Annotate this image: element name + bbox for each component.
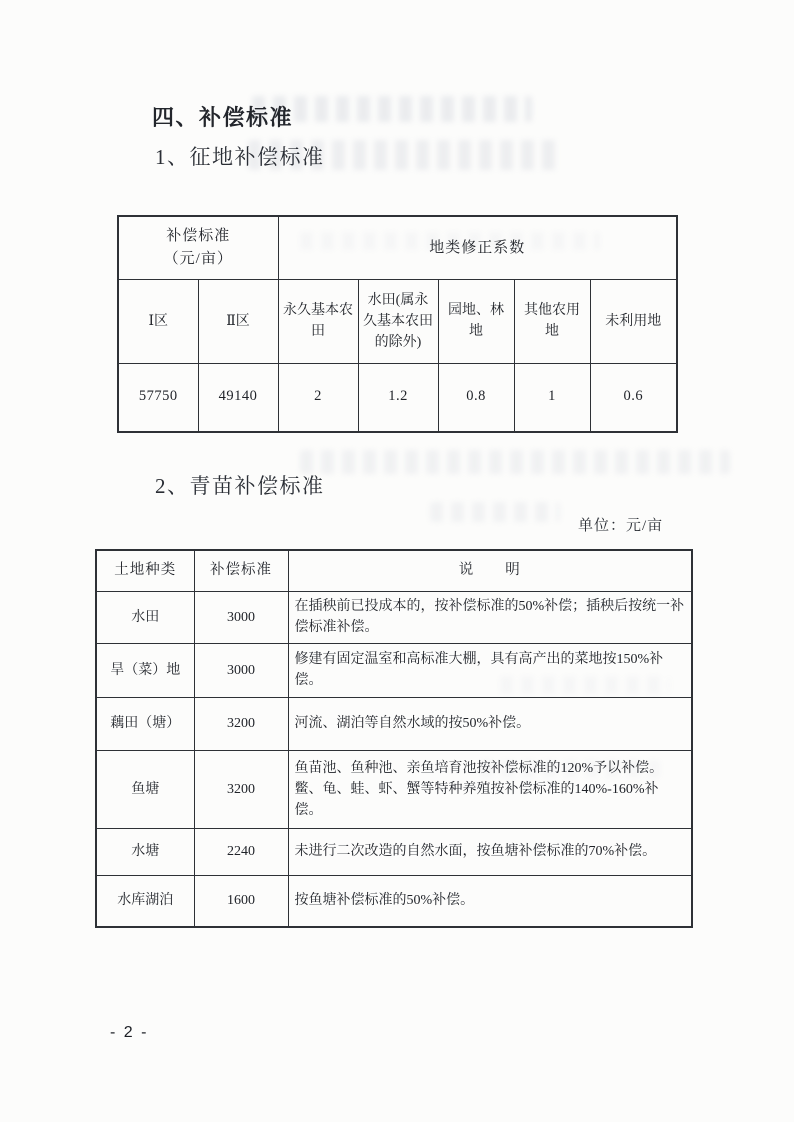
green-crop-table [95, 549, 693, 928]
land-type-cell: 藕田（塘） [96, 697, 194, 750]
coefficient-header: 地类修正系数 [278, 216, 677, 279]
table-row [96, 750, 692, 828]
column-label-garden-forest: 园地、林地 [438, 279, 514, 363]
subsection-2-title: 2、青苗补偿标准 [155, 474, 325, 498]
scan-bleed-artifact [300, 450, 730, 474]
note-cell: 河流、湖泊等自然水域的按50%补偿。 [288, 697, 692, 750]
table-row [96, 697, 692, 750]
standard-cell: 3200 [194, 697, 288, 750]
land-type-cell: 水库湖泊 [96, 875, 194, 927]
land-type-cell: 鱼塘 [96, 750, 194, 828]
note-cell: 在插秧前已投成本的，按补偿标准的50%补偿；插秧后按统一补偿标准补偿。 [288, 591, 692, 643]
note-cell: 未进行二次改造的自然水面，按鱼塘补偿标准的70%补偿。 [288, 828, 692, 875]
column-label-other-agricultural: 其他农用地 [514, 279, 590, 363]
compensation-standard-header [118, 216, 278, 279]
standard-cell: 1600 [194, 875, 288, 927]
column-label-zone1: Ⅰ区 [118, 279, 198, 363]
table-row [96, 591, 692, 643]
value-garden-forest: 0.8 [438, 363, 514, 432]
value-permanent-farmland: 2 [278, 363, 358, 432]
note-cell: 鱼苗池、鱼种池、亲鱼培育池按补偿标准的120%予以补偿。鳖、龟、蛙、虾、蟹等特种养殖按补偿标准的140%-160%补偿。 [288, 750, 692, 828]
table-row [96, 875, 692, 927]
crop-header-note: 说 明 [288, 550, 692, 591]
subsection-1-title: 1、征地补偿标准 [155, 145, 325, 169]
value-unused-land: 0.6 [590, 363, 677, 432]
column-label-paddy-field: 水田(属永久基本农田的除外) [358, 279, 438, 363]
land-acquisition-table [117, 215, 678, 433]
value-paddy-field: 1.2 [358, 363, 438, 432]
compensation-standard-header-line1: 补偿标准 [166, 228, 231, 245]
scan-bleed-artifact [430, 502, 560, 522]
column-label-unused-land: 未利用地 [590, 279, 677, 363]
note-cell: 修建有固定温室和高标准大棚，具有高产出的菜地按150%补偿。 [288, 643, 692, 697]
table-row [96, 828, 692, 875]
column-label-zone2: Ⅱ区 [198, 279, 278, 363]
scan-bleed-artifact [252, 96, 532, 122]
table-row [96, 643, 692, 697]
note-cell: 按鱼塘补偿标准的50%补偿。 [288, 875, 692, 927]
crop-header-land-type: 土地种类 [96, 550, 194, 591]
value-zone2: 49140 [198, 363, 278, 432]
unit-note: 单位：元/亩 [578, 518, 664, 534]
standard-cell: 3000 [194, 591, 288, 643]
land-type-cell: 水田 [96, 591, 194, 643]
column-label-permanent-farmland: 永久基本农田 [278, 279, 358, 363]
standard-cell: 2240 [194, 828, 288, 875]
compensation-standard-header-line2: （元/亩） [163, 250, 233, 267]
land-type-cell: 水塘 [96, 828, 194, 875]
standard-cell: 3000 [194, 643, 288, 697]
crop-header-standard: 补偿标准 [194, 550, 288, 591]
value-zone1: 57750 [118, 363, 198, 432]
page-number: - 2 - [110, 1024, 149, 1041]
section-title: 四、补偿标准 [152, 105, 294, 130]
land-type-cell: 旱（菜）地 [96, 643, 194, 697]
value-other-agricultural: 1 [514, 363, 590, 432]
standard-cell: 3200 [194, 750, 288, 828]
